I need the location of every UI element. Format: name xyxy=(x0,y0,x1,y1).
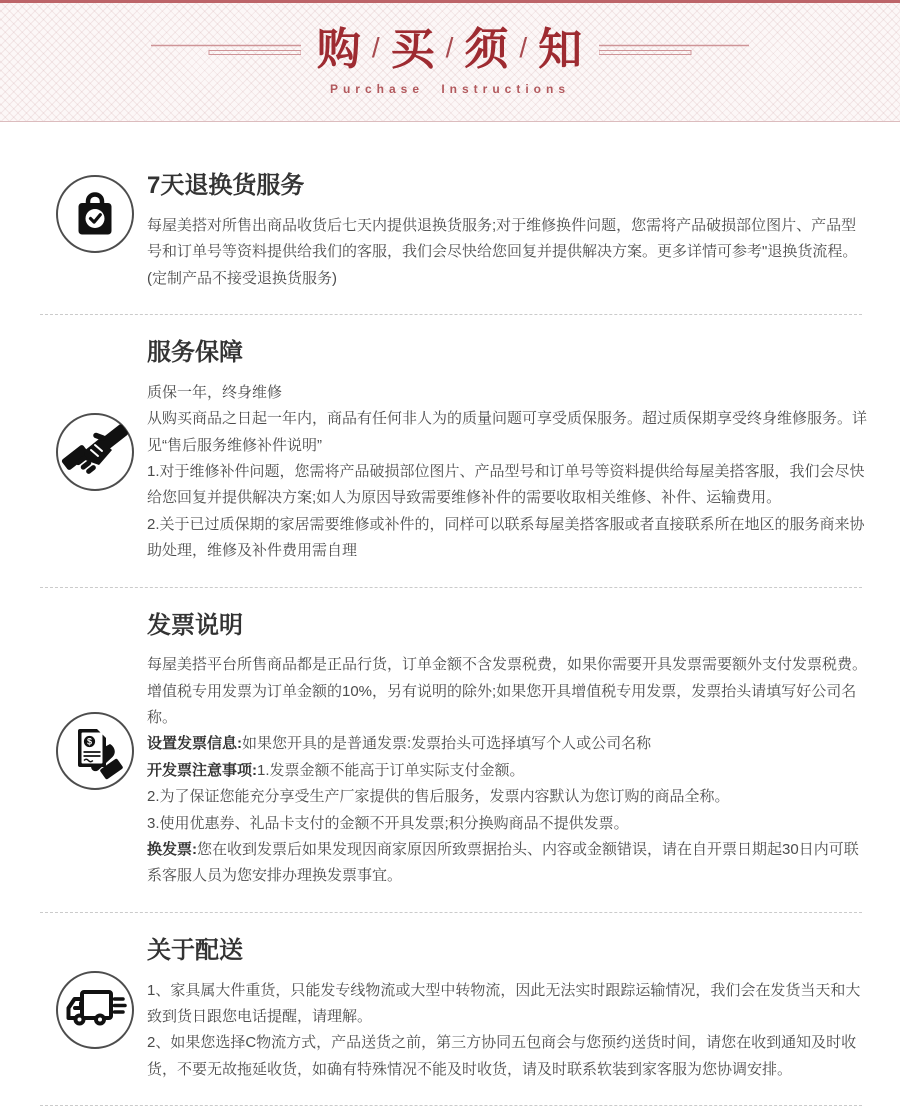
title-separator: / xyxy=(445,32,455,63)
paragraph-text: 2.关于已过质保期的家居需要维修或补件的，同样可以联系每屋美搭客服或者直接联系所在地区的服务商来协助处理，维修及补件费用需自理 xyxy=(147,515,865,560)
section-text xyxy=(147,339,870,565)
paragraph-text: 从购买商品之日起一年内，商品有任何非人为的质量问题可享受质保服务。超过质保期享受终身维修服务。详见“售后服务维修补件说明” xyxy=(147,410,868,454)
paragraph-lead: 设置发票信息: xyxy=(147,735,242,753)
paragraph-lead: 换发票: xyxy=(147,841,197,859)
right-ornament-lines-icon xyxy=(599,42,749,58)
title-char: 购 xyxy=(316,24,362,75)
paragraph-text: 每屋美搭对所售出商品收货后七天内提供退换货服务;对于维修换件问题，您需将产品破损部位图片、产品型号和订单号等资料提供给我们的客服，我们会尽快给您回复并提供解决方案。更多详情可参考"退换货流程。 xyxy=(147,216,858,261)
section-invoice-instructions xyxy=(0,588,900,912)
section-paragraph xyxy=(147,837,870,890)
title-char: 须 xyxy=(464,24,510,75)
section-title: 服务保障 xyxy=(147,338,243,366)
section-paragraph xyxy=(147,266,870,292)
title-separator: / xyxy=(371,32,381,63)
paragraph-text: 1.发票金额不能高于订单实际支付金额。 xyxy=(257,761,525,779)
paragraph-text: 质保一年，终身维修 xyxy=(147,383,283,401)
section-paragraph xyxy=(147,459,870,512)
header-banner xyxy=(0,0,900,122)
section-title: 关于配送 xyxy=(147,936,243,964)
section-paragraph xyxy=(147,380,870,406)
section-delivery xyxy=(0,913,900,1105)
section-return-service xyxy=(0,122,900,314)
paragraph-text: 您在收到发票后如果发现因商家原因所致票据抬头、内容或金额错误，请在自开票日期起30日内可联系客服人员为您安排办理换发票事宜。 xyxy=(147,841,859,885)
paragraph-text: 1.对于维修补件问题，您需将产品破损部位图片、产品型号和订单号等资料提供给每屋美搭客服，我们会尽快给您回复并提供解决方案;如人为原因导致需要维修补件的需要收取相关维修、补件、运输费用。 xyxy=(147,462,865,507)
title-row xyxy=(151,24,749,75)
paragraph-text: 2.为了保证您能充分享受生产厂家提供的售后服务，发票内容默认为您订购的商品全称。 xyxy=(147,788,730,806)
paragraph-lead: 开发票注意事项: xyxy=(147,761,257,779)
title-separator: / xyxy=(519,32,529,63)
paragraph-text: 每屋美搭平台所售商品都是正品行货，订单金额不含发票税费，如果你需要开具发票需要额外支付发票税费。增值税专用发票为订单金额的10%，另有说明的除外;如果您开具增值税专用发票，发票抬头请填写好公司名称。 xyxy=(147,656,868,727)
section-text xyxy=(147,172,870,292)
section-title: 发票说明 xyxy=(147,611,243,639)
section-service-guarantee xyxy=(0,315,900,587)
paragraph-text: 2、如果您选择C物流方式，产品送货之前，第三方协同五包商会与您预约送货时间，请您在收到通知及时收货，不要无故拖延收货，如确有特殊情况不能及时收货，请及时联系软装到家客服为您协调安排。 xyxy=(147,1034,857,1078)
delivery-truck-icon xyxy=(55,970,135,1050)
title-char: 买 xyxy=(390,24,436,75)
section-paragraph xyxy=(147,978,870,1031)
section-paragraph xyxy=(147,731,870,757)
section-paragraph xyxy=(147,406,870,459)
section-text xyxy=(147,612,870,890)
page-title xyxy=(316,24,584,75)
section-paragraph xyxy=(147,811,870,837)
page-subtitle: Purchase Instructions xyxy=(329,82,571,96)
paragraph-text: 如果您开具的是普通发票:发票抬头可选择填写个人或公司名称 xyxy=(242,735,652,753)
section-paragraph xyxy=(147,1030,870,1083)
left-ornament-lines-icon xyxy=(151,42,301,58)
section-title: 7天退换货服务 xyxy=(147,172,305,199)
section-paragraph xyxy=(147,784,870,810)
title-char: 知 xyxy=(538,24,584,75)
section-paragraph xyxy=(147,652,870,731)
bag-check-icon xyxy=(55,174,135,254)
paragraph-text: (定制产品不接受退换货服务) xyxy=(147,269,337,287)
handshake-icon xyxy=(55,412,135,492)
section-text xyxy=(147,937,870,1083)
invoice-icon xyxy=(55,711,135,791)
section-paragraph xyxy=(147,213,870,266)
section-paragraph xyxy=(147,512,870,565)
paragraph-text: 1、家具属大件重货，只能发专线物流或大型中转物流，因此无法实时跟踪运输情况，我们会在发货当天和大致到货日跟您电话提醒，请理解。 xyxy=(147,981,861,1025)
paragraph-text: 3.使用优惠券、礼品卡支付的金额不开具发票;积分换购商品不提供发票。 xyxy=(147,814,629,832)
section-paragraph xyxy=(147,758,870,784)
svg-text:$: $ xyxy=(86,736,93,747)
